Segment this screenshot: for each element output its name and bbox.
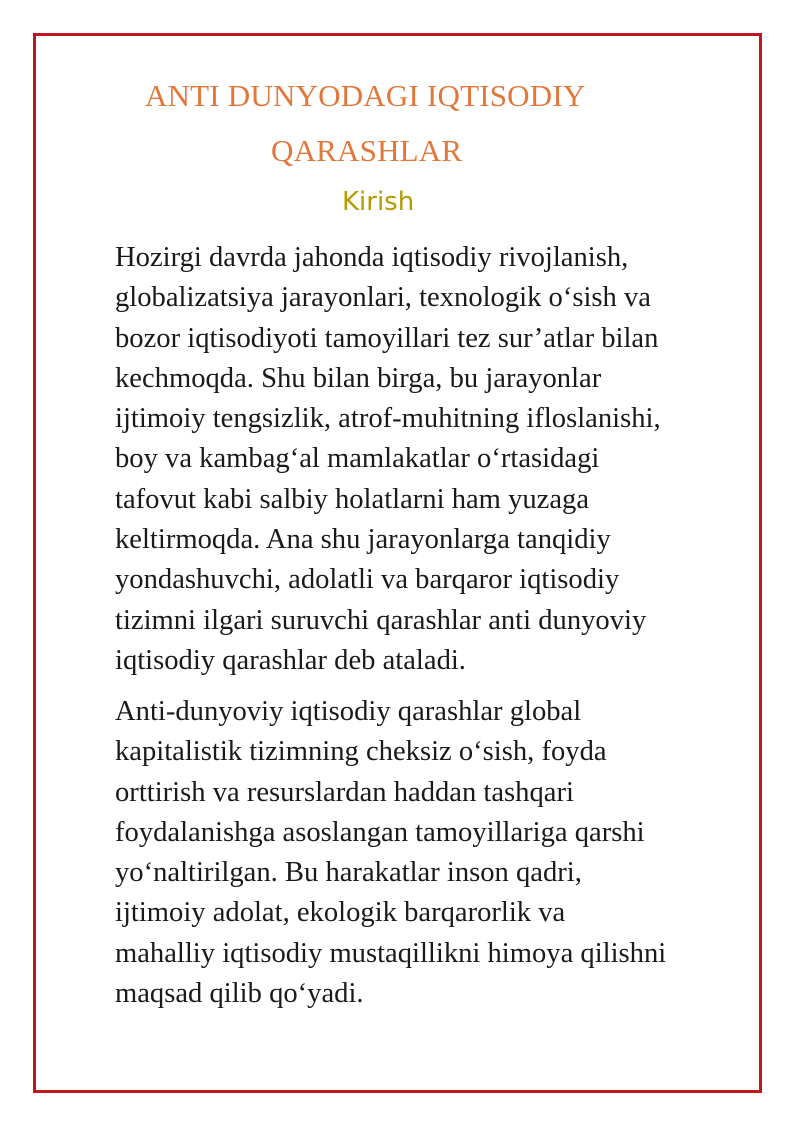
paragraph-line: foydalanishga asoslangan tamoyillariga qarshi bbox=[115, 816, 645, 848]
body-paragraph-2 bbox=[115, 692, 755, 1014]
paragraph-line: kapitalistik tizimning cheksiz o‘sish, foyda bbox=[115, 736, 607, 768]
paragraph-line: globalizatsiya jarayonlari, texnologik o‘sish va bbox=[115, 282, 651, 314]
paragraph-line: tafovut kabi salbiy holatlarni ham yuzaga bbox=[115, 483, 590, 515]
paragraph-line: Anti-dunyoviy iqtisodiy qarashlar global bbox=[115, 696, 582, 727]
body-paragraph-1 bbox=[115, 238, 755, 681]
paragraph-line: kechmoqda. Shu bilan birga, bu jarayonlar bbox=[115, 362, 602, 394]
paragraph-line: maqsad qilib qo‘yadi. bbox=[115, 978, 364, 1010]
paragraph-line: mahalliy iqtisodiy mustaqillikni himoya qilishni bbox=[115, 937, 667, 969]
paragraph-line: yo‘naltirilgan. Bu harakatlar inson qadri, bbox=[115, 857, 582, 889]
paragraph-line: Hozirgi davrda jahonda iqtisodiy rivojlanish, bbox=[115, 242, 629, 273]
paragraph-line: bozor iqtisodiyoti tamoyillari tez sur’atlar bilan bbox=[115, 322, 659, 354]
section-heading-kirish: Kirish bbox=[342, 187, 415, 217]
document-title-line-1: ANTI DUNYODAGI IQTISODIY bbox=[145, 78, 586, 113]
paragraph-line: boy va kambag‘al mamlakatlar o‘rtasidagi bbox=[115, 443, 600, 475]
paragraph-line: ijtimoiy tengsizlik, atrof-muhitning ifloslanishi, bbox=[115, 403, 661, 435]
paragraph-line: yondashuvchi, adolatli va barqaror iqtisodiy bbox=[115, 564, 620, 596]
paragraph-line: tizimni ilgari suruvchi qarashlar anti dunyoviy bbox=[115, 604, 647, 636]
paragraph-line: iqtisodiy qarashlar deb ataladi. bbox=[115, 644, 466, 676]
paragraph-line: keltirmoqda. Ana shu jarayonlarga tanqidiy bbox=[115, 524, 611, 556]
paragraph-line: orttirish va resurslardan haddan tashqari bbox=[115, 776, 574, 808]
paragraph-line: ijtimoiy adolat, ekologik barqarorlik va bbox=[115, 897, 566, 929]
document-title-line-2: QARASHLAR bbox=[271, 133, 463, 168]
